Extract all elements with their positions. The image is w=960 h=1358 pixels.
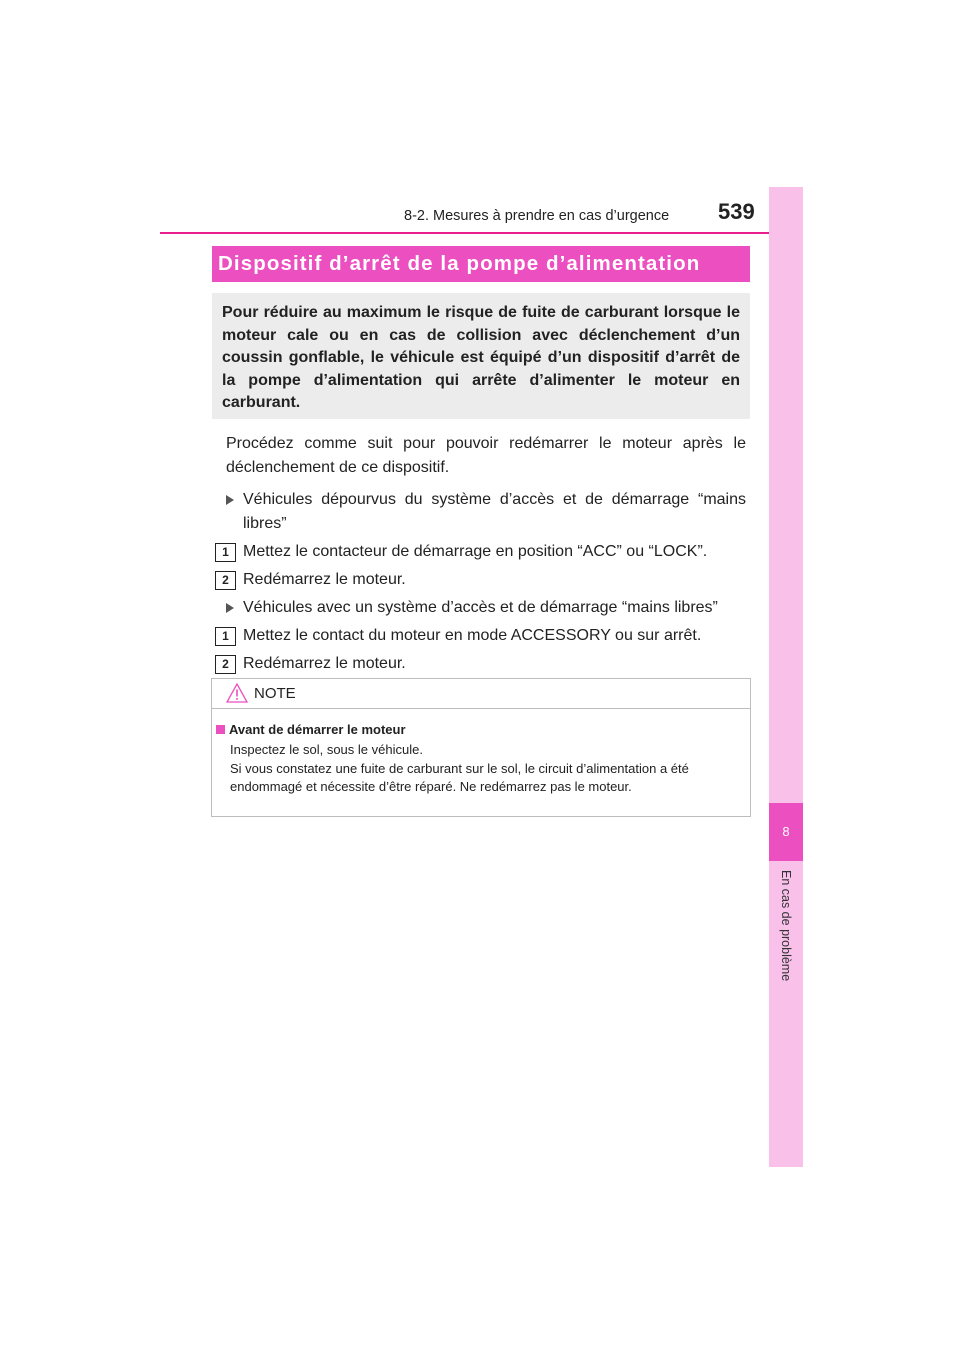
section-title: Dispositif d’arrêt de la pompe d’alimentation	[212, 246, 750, 282]
note-item-title	[216, 721, 742, 739]
step-item	[222, 540, 746, 564]
note-header	[212, 679, 750, 709]
page-number: 539	[718, 199, 755, 224]
procedure-paragraph: Procédez comme suit pour pouvoir redémarrer le moteur après le déclenchement de ce dispositif.	[226, 435, 746, 476]
step-text: Redémarrez le moteur.	[243, 655, 406, 672]
step-number-badge: 2	[215, 655, 236, 674]
note-box	[211, 678, 751, 817]
condition-with-smart-key	[226, 596, 746, 620]
intro-text: Pour réduire au maximum le risque de fuite de carburant lorsque le moteur cale ou en cas de collision avec déclenchement d’un coussin gonflable, le véhicule est équipé d’un dispositif d’arrêt de la pompe d’alimentation qui arrête d’alimenter le moteur en carburant.	[222, 304, 740, 412]
step-number-badge: 1	[215, 543, 236, 562]
triangle-bullet-icon	[226, 603, 234, 613]
note-line: Si vous constatez une fuite de carburant sur le sol, le circuit d’alimentation a été endommagé et nécessite d’être réparé. Ne redémarrez pas le moteur.	[230, 760, 689, 794]
square-bullet-icon	[216, 725, 225, 734]
step-item	[222, 652, 746, 676]
note-item-title-text: Avant de démarrer le moteur	[229, 722, 406, 737]
step-item	[222, 568, 746, 592]
step-text: Mettez le contacteur de démarrage en position “ACC” ou “LOCK”.	[243, 543, 708, 560]
note-text	[230, 741, 742, 797]
step-text: Mettez le contact du moteur en mode ACCESSORY ou sur arrêt.	[243, 627, 702, 644]
note-label: NOTE	[254, 685, 296, 702]
condition-label: Véhicules dépourvus du système d’accès et de démarrage “mains libres”	[243, 491, 746, 532]
step-number-badge: 1	[215, 627, 236, 646]
note-line: Inspectez le sol, sous le véhicule.	[230, 742, 423, 757]
warning-triangle-icon	[226, 683, 248, 703]
condition-label: Véhicules avec un système d’accès et de démarrage “mains libres”	[243, 599, 718, 616]
chapter-number: 8	[769, 803, 803, 861]
header-divider	[160, 232, 803, 234]
step-item	[222, 624, 746, 648]
triangle-bullet-icon	[226, 495, 234, 505]
step-text: Redémarrez le moteur.	[243, 571, 406, 588]
step-number-badge: 2	[215, 571, 236, 590]
intro-box	[212, 293, 750, 419]
side-tab	[769, 187, 803, 1167]
procedure-body	[222, 432, 746, 676]
chapter-title: En cas de problème	[779, 870, 793, 982]
condition-without-smart-key	[226, 488, 746, 536]
header-section-title: 8-2. Mesures à prendre en cas d’urgence	[404, 208, 670, 224]
note-body	[212, 709, 750, 797]
